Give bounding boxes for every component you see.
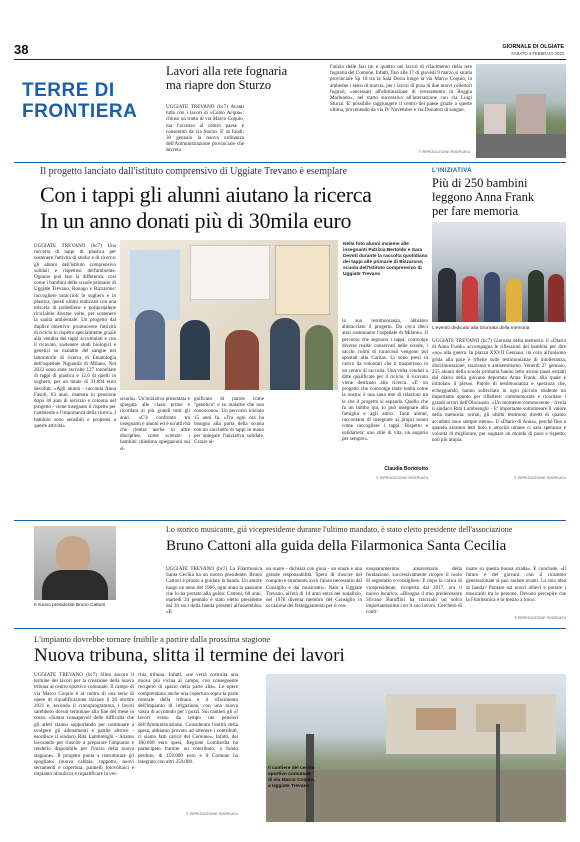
divider-1 (14, 162, 566, 163)
header-rule (14, 59, 566, 60)
art3-credit: © RIPRODUZIONE RISERVATA (514, 476, 566, 480)
art4-col4: nuare su questa buona strada». E conclude: «Il futuro è dei giovani: con il ricambio generazionale si può andare avanti. La mia idea di banda? Puntare sui nuovi allievi e portare i musicanti tra le persone. Devono percepire che la Filarmonica è in mezzo a loro». (466, 566, 566, 604)
art3-photo-caption: L'evento dedicato alla Giornata della memoria (432, 326, 530, 331)
art1-photo (476, 64, 566, 158)
section-badge-line2: FRONTIERA (22, 101, 138, 122)
art3-label: L'INIZIATIVA (432, 168, 473, 174)
art2-photo-caption: Nella foto alunni insieme alle insegnanti Patrizia Bertoldo e Sara Devoti durante la raccolta quotidiana dei tappi alle primarie di Bizzarone, scuola dell'Istituto comprensivo di Uggiate Trevano (343, 242, 428, 277)
art2-headline-line2: In un anno donati più di 30mila euro (40, 208, 352, 233)
art1-body-col1: UGGIATE TREVANO (bc7) Avanti tutta con i lavori di «Como Acqua»: chiuso un tratto di via Marco Coquio, ma l'accesso al centro paese è consentito da via Sturzo. E' di fondi: 30 gennaio la nuova ordinanza dell'Amministrazione provinciale che decreta (166, 104, 244, 154)
section-badge (22, 80, 160, 138)
art3-headline-line1: Più di 250 bambini (432, 176, 528, 190)
art2-col3: gnificato di parole come "genetica" e su malattie che non conoscono». Un percorso iniziato 15 anni fa. «Tra ogni ora ha bisogno alla porta della scuola con un sacchetto di tappi in mano per spiegare l'iniziativa solidale. Grazie al- (194, 396, 264, 446)
art4-headline: Bruno Cattoni alla guida della Filarmonica Santa Cecilia (166, 538, 507, 554)
art2-kicker: Il progetto lanciato dall'istituto comprensivo di Uggiate Trevano è esemplare (40, 166, 348, 177)
art4-photo (34, 526, 116, 600)
art1-title (166, 64, 316, 92)
art1-credit: © RIPRODUZIONE RISERVATA (418, 150, 470, 154)
art4-col2: un onore - dichiara con gioia - un onore e una grande responsabilità. Spero di riuscire nel compito e strumento avrò l'aiuto necessario dal Consiglio e dai musicanti». Nato a Uggiate Trevano, all'età di 14 anni entra nel sodalizio, nel 1976 diventa membro del Consiglio in occasione dei festeggiamenti per il cen- (266, 566, 362, 610)
art2-photo (120, 240, 338, 390)
art3-body: UGGIATE TREVANO (bc7) Giornata della memoria: il «Diario di Anna Frank» accompagna le riflessioni dei bambini per dire «no» alla guerra. In piazza XXVII Gennaio, un coro all'unisono grida alla pace e riflette sulle testimonianze di intolleranza, discriminazione, razzismo e antisemitismo. Venerdì 27 gennaio, 255 alunni della scuola primaria hanno letto alcuni passi estratti dal diario della giovane deportata Anna Frank, alla quale è intitolato il plesso. Parole di testimonianza e speranza che, echeggiando, hanno sollecitato in ogni piccolo studente un importante spunto per riflettere: commemorare e ricordare i grandi orrori dell'Olocausto. «Un momento commovente - rivela il sindaco Rita Lambrenghi - E' importante sottolineare il valore della memoria: ormai, gli ultimi testimoni diretti di quanto accaduto sono sempre meno». Il «Diario di Anna», perché fino a quando saranno letti bolo e atrocità umane ci sarà speranza e volontà di migliorare, per sognare un mondo di pace e rispetto, non più utopia. (432, 338, 566, 444)
art3-headline-line3: per fare memoria (432, 204, 519, 218)
art4-col3: tosquarantesimo anniversario della fondazione, successivamente ricopre il ruolo di segretario e consigliere. E dopo la carica di vicepresidente, ricoperta dal 2017, ora il nuovo incarico. «Bisogna il mio predecessore Silvano Baruffini ha traccialo un solco importantissimo con il suo lavoro. Cercherò di conti- (366, 566, 462, 616)
art4-kicker: Lo storico musicante, già vicepresidente durante l'ultimo mandato, è stato eletto presidente dell'associazione (166, 525, 513, 534)
issue-date: SABATO 4 FEBBRAIO 2023 (511, 51, 564, 56)
art5-col2: chia tribuna. Infatti, «ne verrà costruita una nuova più vicina al campo, con conseguente recupero di spazio nella parte alta». Le opere comprendono anche una copertura sopra la parte centrale della tribuna e il rifacimento dell'impianto di irrigazione, con una nuova vasca di accumulo per i pozzi. Sui cantieri gli «I lavori erano da tempo nei pensieri dell'Amministrazione. Considerata l'entità della spesa, abbiamo provato ad ottenere i contributi, ci siamo fatti carico del Comune». Infatti, dei 380.000 euro spesi, Regione Lombardia ha partecipato tramite un contributo, a fondo perduto, di 150.000 euro e il Comune ha integrato con altri 250.000. (138, 672, 238, 765)
art1-title-line1: Lavori alla rete fognaria (166, 64, 288, 78)
art3-headline (432, 176, 568, 218)
art5-photo-caption: Il cantiere del centro sportivo comunale di via Marco Coquio, a Uggiate Trevano (268, 766, 315, 789)
art4-col1: UGGIATE TREVANO (bc7) La Filarmonica Santa Cecilia ha un nuovo presidente: Bruno Cattoni è pronto a guidare la banda. Un amore lungo un anno del 1966, ogni anno la passione che lo ha portato alla guida: Cattoni, 68 anni, martedì 24 gennaio è stato eletto presidente dai 30 soci della banda presenti all'assemblea. «Il (166, 566, 262, 616)
art5-kicker: L'impianto dovrebbe tornare fruibile a partire dalla prossima stagione (34, 634, 271, 644)
page-number: 38 (14, 42, 29, 57)
section-badge-line1: TERRE DI (22, 80, 115, 101)
art2-col2: scuola». Un'iniziativa presentata e spiegata alle classi prime e ricordata ai più grandi tutti gli anni. «C'è confronto tra insegnanti e alunni ed è un'attività che rientra anche in altre discipline, come scienze: i bambini chiedono spiegazioni sul si- (120, 396, 190, 452)
art2-col1: UGGIATE TREVANO (bc7) Una raccolta di tappi di plastica per sostenere l'attività di studio e di ricerca: gli alunni dell'istituto comprensivo solidali e rispettosi dell'ambiente. Ognuno può fare la differenza, così come i bambini delle scuole primarie di Uggiate Trevano, Ronago e Bizzarone: raccogliere turaccioli in sughero e in plastica, questi ultimi realizzati con una miscela di polietilene e polipropilene riciclabile diverse volte, per sostenere la sanità ambientale. Un progetto dal duplice obiettivo: promuovere l'attività di riciclo in rispetto specialmente grazie alla vendita dei tappi accumulati e con il ricavato, sostenere studi biologici e genetici su malattie del sangue nel laboratorio di ricerca di Ematologia dell'ospedale Niguarda di Milano. Nel 2022 sono state raccolte 127 tonnellate di tappi di plastica e 12,6 di quelli in sughero, per un totale di 31.894 euro devoluti. «Agli alunni - racconta Anna Fasoli, 63 anni, maestra in pensione dopo 38 anni di servizio e colonna nel progetto - viene insegnato il rispetto per l'ambiente e l'importanza della ricerca. I bambini sono sensibili e propensi a queste attività». (34, 243, 116, 429)
art1-title-line2: ma riapre don Sturzo (166, 78, 272, 92)
art1-body-col2: l'inizio delle fasi tre e quattro nei lavori di rifacimento della rete fognaria del Comune. Infatti, fino alle 17 di giovedì 9 marzo si strada provinciale Sp 18 tra la Sala Doria lungo la via Marco Coquio, in ambedue i sensi di marcia, per i lavori di posa di due nuovi collettori fognari, «necessari all'eliminazione di sversamento in Roggia Marlundo», nel tratto successivo all'intersezione con via Luigi Sturzo. E' possibile raggiungere il centro del paese grazie a queste ultima, provenendo da via IV Novembre e via Donatori di sangue. (330, 64, 472, 114)
art2-signature: Claudia Bortolotto (384, 466, 428, 472)
divider-2 (14, 520, 566, 521)
art4-photo-caption: Il nuovo presidente Bruno Cattoni (34, 603, 106, 608)
art2-headline-line1: Con i tappi gli alunni aiutano la ricerca (40, 182, 372, 207)
art4-credit: © RIPRODUZIONE RISERVATA (514, 616, 566, 620)
art2-credit: © RIPRODUZIONE RISERVATA (376, 476, 428, 480)
art5-credit: © RIPRODUZIONE RISERVATA (186, 812, 238, 816)
art3-headline-line2: leggono Anna Frank (432, 190, 535, 204)
divider-3 (14, 628, 566, 629)
art5-headline: Nuova tribuna, slitta il termine dei lavori (34, 645, 345, 666)
art2-headline (40, 182, 430, 234)
art5-photo (266, 674, 566, 822)
art1-body-col2-a (248, 104, 326, 160)
art3-photo (432, 222, 566, 322)
art5-col1: UGGIATE TREVANO (bc7) Slitta ancora il termine dei lavori per la creazione della nuova tribuna al centro sportivo comunale. Il campo di via Marco Coquio è al centro di una serie di opere di riqualificazione iniziate il 20 ottobre 2021 e, secondo il cronoprogramma, i lavori sarebbero dovuti terminare alla fine del mese in corso. «Siamo consapevoli delle difficoltà che gli atleti stanno sopportando per continuare a svolgere gli allenamenti e partite altrove - esordisce il sindaco Rita Lambrenghi - Stiamo lavorando per riuscire a preparare l'impianto e renderlo disponibile per l'inizio della nuova stagione». Il progetto punta a ristrutturare gli spogliatoi (nuova caldaia, cappotto, nuovi serramenti e copertura, pannelli fotovoltaici e impianto idraulico) e riqualificare la vec- (34, 672, 134, 778)
art2-col4: la sua testimonianza, abbiamo abbracciato il progetto. Da circa dieci anni sosteniamo l'ospedale di Milano». Il percorso che seguono i tappi, coinvolge diverse realtà: conservati nelle scuole, i sacchi colmi di turaccioli vengono poi spostati alla Caritas. Lì sono presi in carico da volontari che li trasportano in un centro di raccolta. Una volta venduti a ditte qualificate per il riciclo, il ricavato viene destinato alla ricerca. «E' un progetto che coinvolge tante realtà come la nostra; è una sana rete di relazioni tra le che il progetto si espanda. Quello che fa un bimbo qui, lo può insegnare alla famiglia e agli amici. Tanti alunni, raccontano di insegnare ai propri nonni come raccogliere i tappi. Rispetto e solidarietà: uno stile di vita, un augurio per sempre». (342, 318, 428, 442)
masthead: GIORNALE DI OLGIATE (502, 44, 564, 50)
